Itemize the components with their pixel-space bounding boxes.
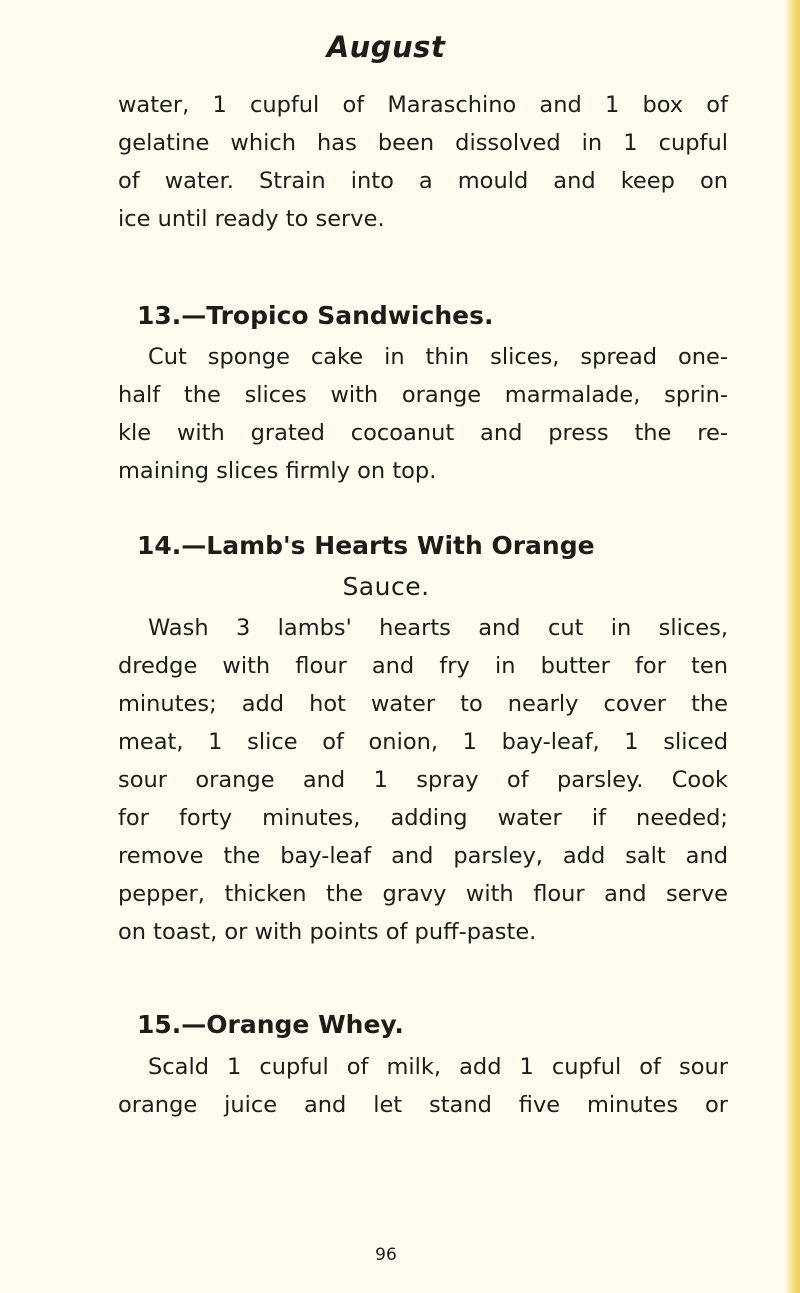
text-line: Wash 3 lambs' hearts and cut in slices, [148,615,728,641]
text-line: for forty minutes, adding water if needed; [118,805,728,831]
text-line: gelatine which has been dissolved in 1 cupful [118,130,728,156]
page-edge [786,0,800,1293]
intro-paragraph [118,86,728,238]
text-line: Scald 1 cupful of milk, add 1 cupful of sour [148,1054,728,1080]
page-number: 96 [375,1245,397,1265]
text-line: ice until ready to serve. [118,206,385,232]
text-line: on toast, or with points of puff-paste. [118,919,537,945]
text-line: water, 1 cupful of Maraschino and 1 box of [118,92,728,118]
text-line: orange juice and let stand five minutes or [118,1092,728,1118]
recipe-13-body [118,338,728,490]
text-line: minutes; add hot water to nearly cover the [118,691,728,717]
text-line: half the slices with orange marmalade, sprin- [118,382,728,408]
recipe-15-body [118,1048,728,1124]
recipe-14-heading-cont: Sauce. [342,572,430,601]
recipe-13-heading: 13.—Tropico Sandwiches. [137,301,494,330]
recipe-14-heading: 14.—Lamb's Hearts With Orange [137,531,595,560]
recipe-15-heading: 15.—Orange Whey. [137,1010,404,1039]
running-head: August [326,30,446,64]
text-line: meat, 1 slice of onion, 1 bay-leaf, 1 sliced [118,729,728,755]
text-line: dredge with flour and fry in butter for ten [118,653,728,679]
text-line: of water. Strain into a mould and keep on [118,168,728,194]
text-line: pepper, thicken the gravy with flour and serve [118,881,728,907]
text-line: kle with grated cocoanut and press the re- [118,420,728,446]
text-line: Cut sponge cake in thin slices, spread one- [148,344,728,370]
text-line: sour orange and 1 spray of parsley. Cook [118,767,728,793]
text-line: maining slices firmly on top. [118,458,437,484]
recipe-14-body [118,609,728,951]
text-line: remove the bay-leaf and parsley, add salt and [118,843,728,869]
